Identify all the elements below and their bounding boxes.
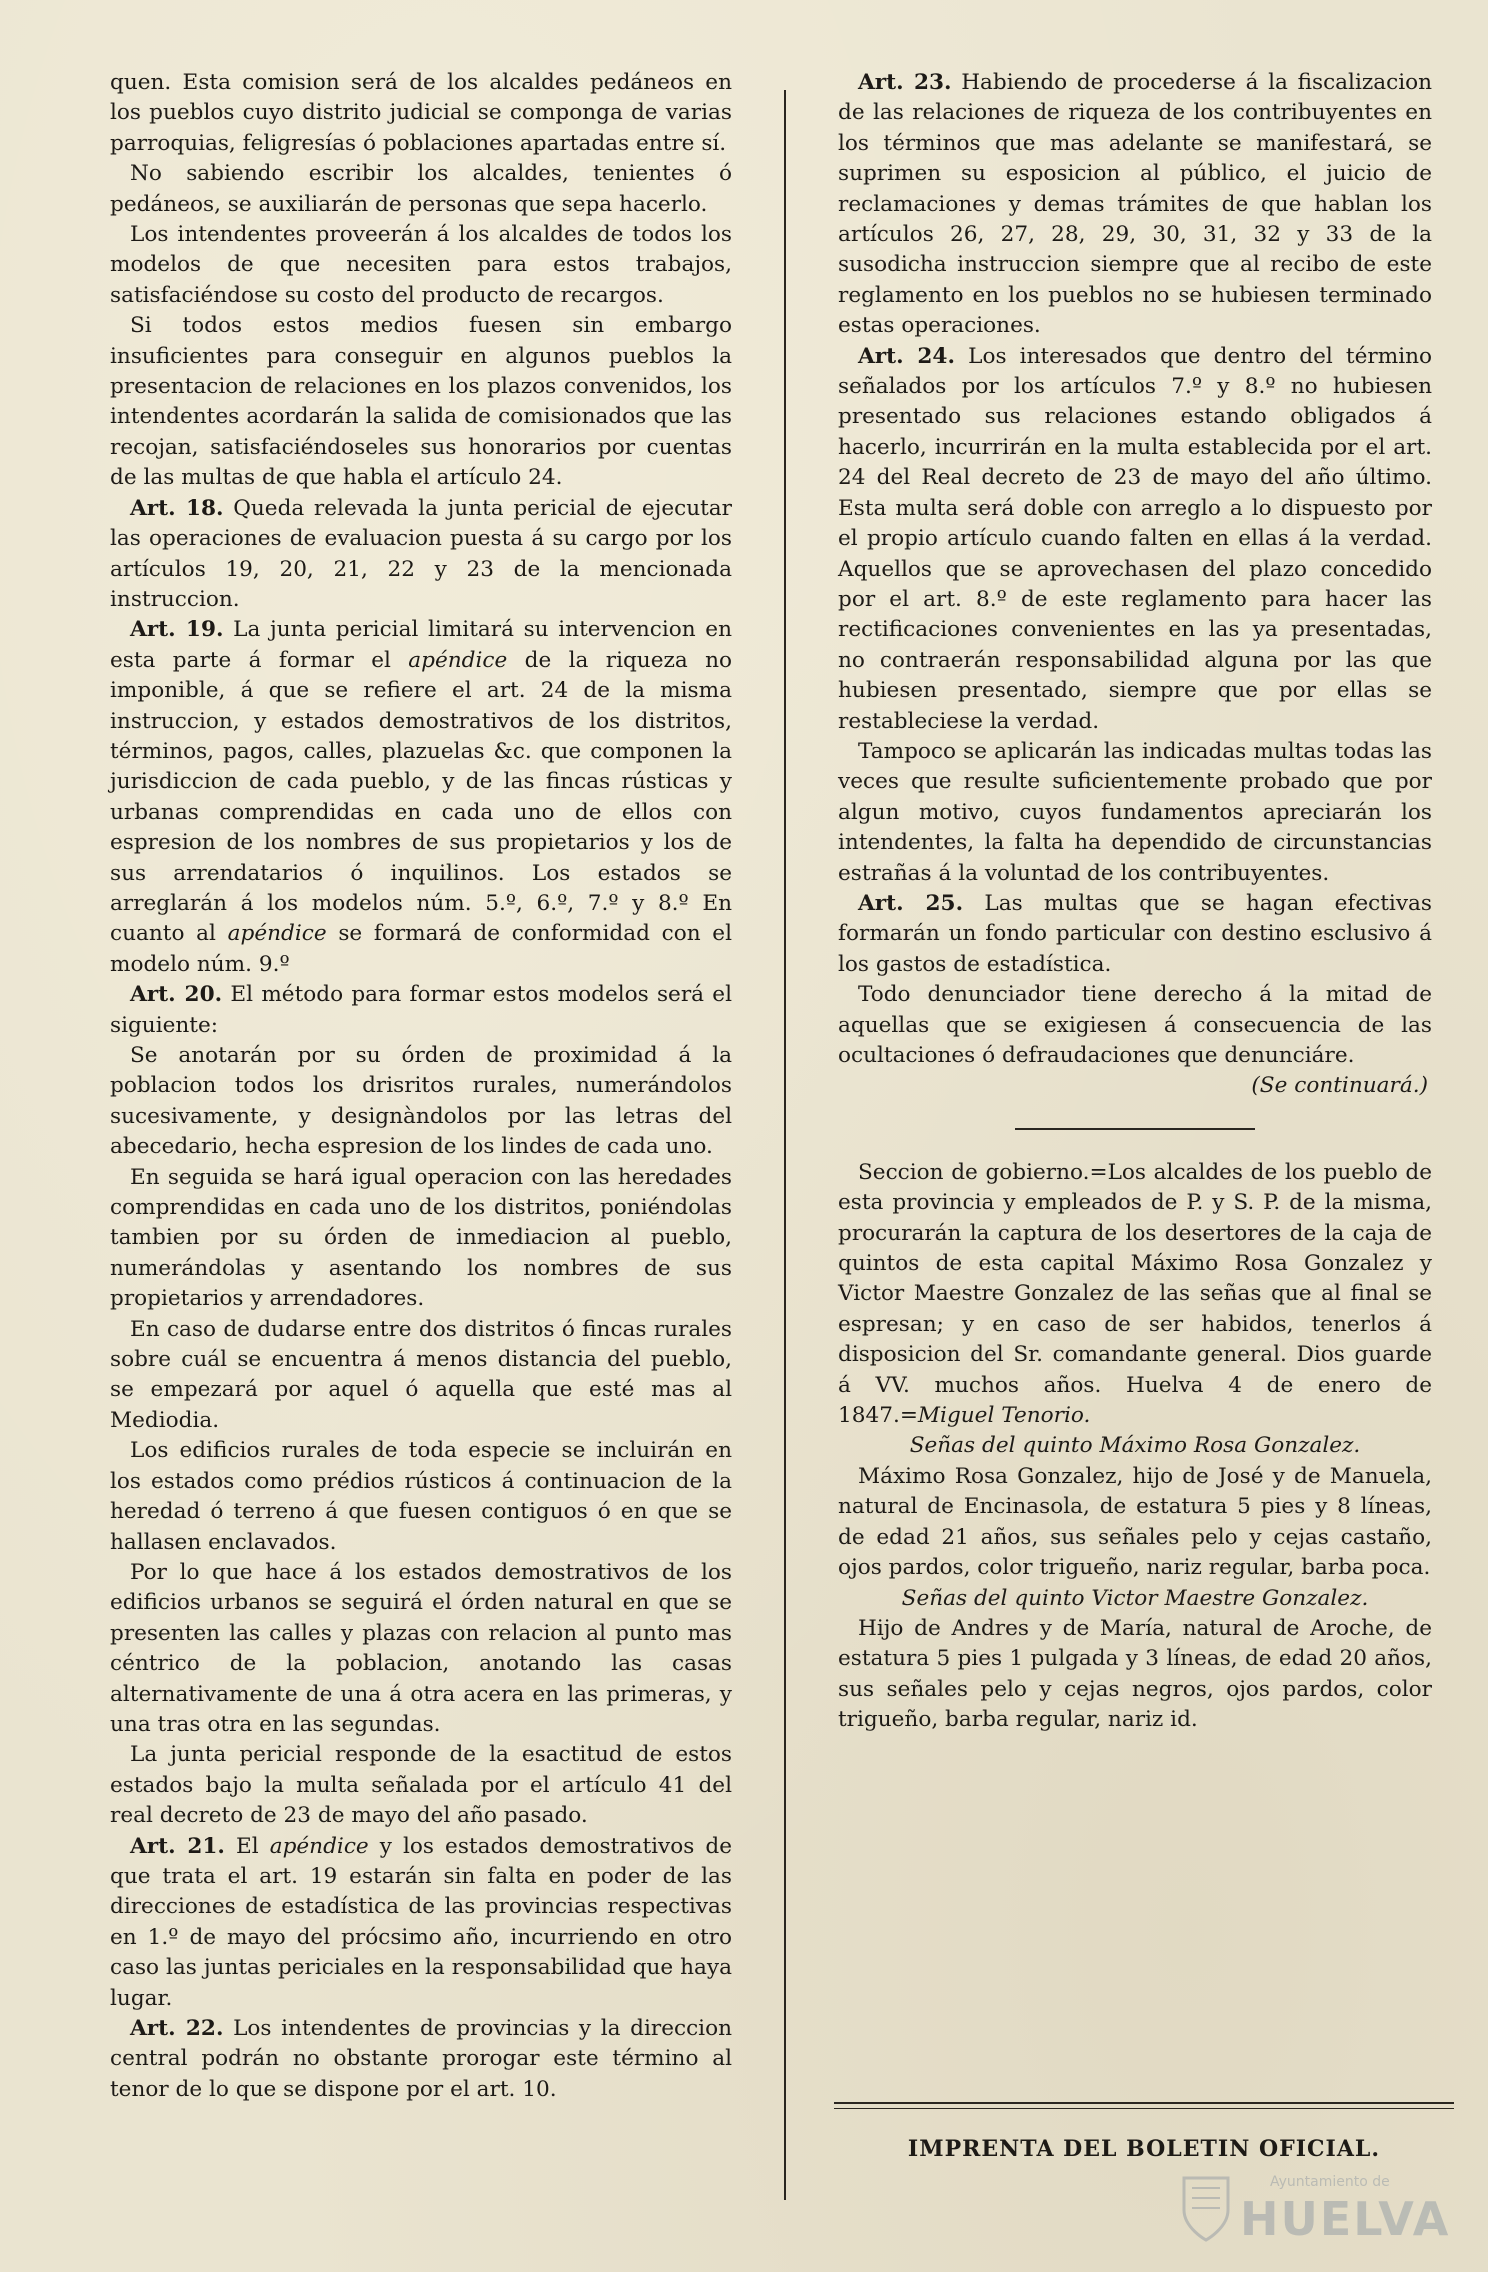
article-label: Art. 20.	[130, 982, 223, 1008]
article-21	[110, 1832, 732, 2014]
notice-signature: Miguel Tenorio.	[917, 1403, 1091, 1429]
column-divider	[784, 90, 786, 2200]
shield-icon	[1180, 2174, 1232, 2244]
description-text: Hijo de Andres y de María, natural de Aroche, de estatura 5 pies 1 pulgada y 3 líneas, de edad 20 años, sus señales pelo y cejas negros, ojos pardos, color trigueño, barba regular, nariz id.	[838, 1615, 1432, 1733]
article-label: Art. 19.	[130, 617, 224, 643]
continuation-note: (Se continuará.)	[1251, 1073, 1428, 1099]
article-18	[110, 494, 732, 616]
right-column	[838, 68, 1432, 1736]
article-label: Art. 25.	[858, 890, 964, 916]
paragraph: Todo denunciador tiene derecho á la mitad de aquellas que se exigiesen á consecuencia de las ocultaciones ó defraudaciones que denunciáre.	[838, 982, 1432, 1068]
article-label: Art. 18.	[130, 495, 224, 521]
article-text: y los estados demostrativos de que trata el art. 19 estarán sin falta en poder de las direcciones de estadística de las provincias respectivas en 1.º de mayo del prócsimo año, incurriendo en otro caso las juntas periciales en la responsabilidad que haya lugar.	[110, 1833, 732, 2011]
article-text: Los interesados que dentro del término señalados por los artículos 7.º y 8.º no hubiesen presentado sus relaciones estando obligados á hacerlo, incurrirán en la multa establecida por el art. 24 del Real decreto de 23 de mayo del año último. Esta multa será doble con arreglo a lo dispuesto por el propio artículo cuando falten en ellas á la verdad. Aquellos que se aprovechasen del plazo concedido por el art. 8.º de este reglamento para hacer las rectificaciones convenientes en las ya presentadas, no contraerán responsabilidad alguna por las que hubiesen presentado, siempre que por ellas se restableciese la verdad.	[838, 343, 1433, 734]
article-text: de la riqueza no imponible, á que se refiere el art. 24 de la misma instruccion, y estados demostrativos de los distritos, términos, pagos, calles, plazuelas &c. que componen la jurisdiccion de cada pueblo, y de las fincas rústicas y urbanas comprendidas en cada uno de ellos con espresion de los nombres de sus propietarios y los de sus arrendatarios ó inquilinos. Los estados se arreglarán á los modelos núm. 5.º, 6.º, 7.º y 8.º En cuanto al	[110, 647, 733, 947]
description-heading: Señas del quinto Máximo Rosa Gonzalez.	[909, 1433, 1361, 1459]
emphasis: apéndice	[269, 1833, 369, 1859]
article-text: se formará de conformidad con el modelo núm. 9.º	[110, 921, 732, 977]
article-20	[110, 980, 732, 1041]
paragraph: En seguida se hará igual operacion con las heredades comprendidas en cada uno de los distritos, poniéndolas tambien por su órden de inmediacion al pueblo, numerándolas y asentando los nombres de sus propietarios y arrendadores.	[110, 1164, 732, 1312]
article-22	[110, 2014, 732, 2105]
paragraph: No sabiendo escribir los alcaldes, tenientes ó pedáneos, se auxiliarán de personas que sepa hacerlo.	[110, 161, 732, 217]
footer-rule	[834, 2108, 1454, 2109]
article-text: Las multas que se hagan efectivas formarán un fondo particular con destino esclusivo á los gastos de estadística.	[838, 890, 1432, 977]
paragraph: Los intendentes proveerán á los alcaldes de todos los modelos de que necesiten para estos trabajos, satisfaciéndose su costo del producto de recargos.	[110, 222, 732, 308]
paragraph: En caso de dudarse entre dos distritos ó fincas rurales sobre cuál se encuentra á menos distancia del pueblo, se empezará por aquel ó aquella que esté mas al Mediodia.	[110, 1316, 732, 1433]
article-label: Art. 21.	[130, 1833, 225, 1859]
paragraph: quen. Esta comision será de los alcaldes pedáneos en los pueblos cuyo distrito judicial se componga de varias parroquias, feligresías ó poblaciones apartadas entre sí.	[110, 70, 732, 156]
description-text: Máximo Rosa Gonzalez, hijo de José y de Manuela, natural de Encinasola, de estatura 5 pies y 8 líneas, de edad 21 años, sus señales pelo y cejas castaño, ojos pardos, color trigueño, nariz regular, barba poca.	[838, 1463, 1432, 1581]
paragraph: Si todos estos medios fuesen sin embargo insuficientes para conseguir en algunos pueblos la presentacion de relaciones en los plazos convenidos, los intendentes acordarán la salida de comisionados que las recojan, satisfaciéndoseles sus honorarios por cuentas de las multas de que habla el artículo 24.	[110, 313, 732, 491]
watermark-big-text: HUELVA	[1240, 2192, 1451, 2246]
article-19	[110, 615, 732, 980]
archive-watermark	[1180, 2170, 1451, 2250]
article-text: El método para formar estos modelos será el siguiente:	[110, 982, 732, 1038]
article-text: La junta pericial limitará su intervencion en esta parte á formar el	[110, 617, 732, 673]
article-24	[838, 342, 1432, 737]
article-text: Queda relevada la junta pericial de ejecutar las operaciones de evaluacion puesta á su cargo por los artículos 19, 20, 21, 22 y 23 de la mencionada instruccion.	[110, 495, 732, 612]
paragraph: Se anotarán por su órden de proximidad á la poblacion todos los drisritos rurales, numerándolos sucesivamente, y designàndolos por las letras del abecedario, hecha espresion de los lindes de cada uno.	[110, 1043, 732, 1160]
article-text: Los intendentes de provincias y la direccion central podrán no obstante prorogar este término al tenor de lo que se dispone por el art. 10.	[110, 2016, 732, 2102]
article-23	[838, 68, 1432, 342]
emphasis: apéndice	[408, 647, 508, 673]
article-label: Art. 23.	[858, 70, 952, 95]
article-text: Habiendo de procederse á la fiscalizacion de las relaciones de riqueza de los contribuyentes en los términos que mas adelante se manifestará, se suprimen su esposicion al público, el juicio de reclamaciones y demas trámites de que hablan los artículos 26, 27, 28, 29, 30, 31, 32 y 33 de la susodicha instruccion siempre que al recibo de este reglamento en los pueblos no se hubiesen terminado estas operaciones.	[838, 70, 1433, 339]
paragraph: Por lo que hace á los estados demostrativos de los edificios urbanos se seguirá el órden natural en que se presenten las calles y plazas con relacion al punto mas céntrico de la poblacion, anotando las casas alternativamente de una á otra acera en las primeras, y una tras otra en las segundas.	[110, 1559, 732, 1737]
section-notice	[838, 1158, 1432, 1432]
description-heading: Señas del quinto Victor Maestre Gonzalez.	[901, 1585, 1369, 1611]
notice-text: Seccion de gobierno.=Los alcaldes de los pueblo de esta provincia y empleados de P. y S. P. de la misma, procurarán la captura de los desertores de la caja de quintos de esta capital Máximo Rosa Gonzalez y Victor Maestre Gonzalez de las señas que al final se espresan; y en caso de ser habidos, tenerlos á disposicion del Sr. comandante general. Dios guarde á VV. muchos años. Huelva 4 de enero de 1847.=	[838, 1159, 1432, 1429]
paragraph: Los edificios rurales de toda especie se incluirán en los estados como prédios rústicos á continuacion de la heredad ó terreno á que fuesen contiguos ó en que se hallasen enclavados.	[110, 1438, 732, 1555]
emphasis: apéndice	[227, 921, 327, 947]
article-label: Art. 22.	[130, 2016, 224, 2041]
article-25	[838, 889, 1432, 980]
paragraph: Tampoco se aplicarán las indicadas multas todas las veces que resulte suficientemente probado que por algun motivo, cuyos fundamentos apreciarán los intendentes, la falta ha dependido de circunstancias estrañas á la voluntad de los contribuyentes.	[838, 738, 1432, 886]
left-column	[110, 68, 732, 2105]
watermark-small-text: Ayuntamiento de	[1270, 2174, 1390, 2190]
section-rule	[1015, 1128, 1255, 1130]
article-label: Art. 24.	[858, 343, 955, 369]
paragraph: La junta pericial responde de la esactitud de estos estados bajo la multa señalada por el artículo 41 del real decreto de 23 de mayo del año pasado.	[110, 1742, 732, 1829]
printer-imprint: IMPRENTA DEL BOLETIN OFICIAL.	[907, 2136, 1381, 2162]
footer-rule	[834, 2102, 1454, 2104]
article-text: El	[235, 1833, 259, 1859]
